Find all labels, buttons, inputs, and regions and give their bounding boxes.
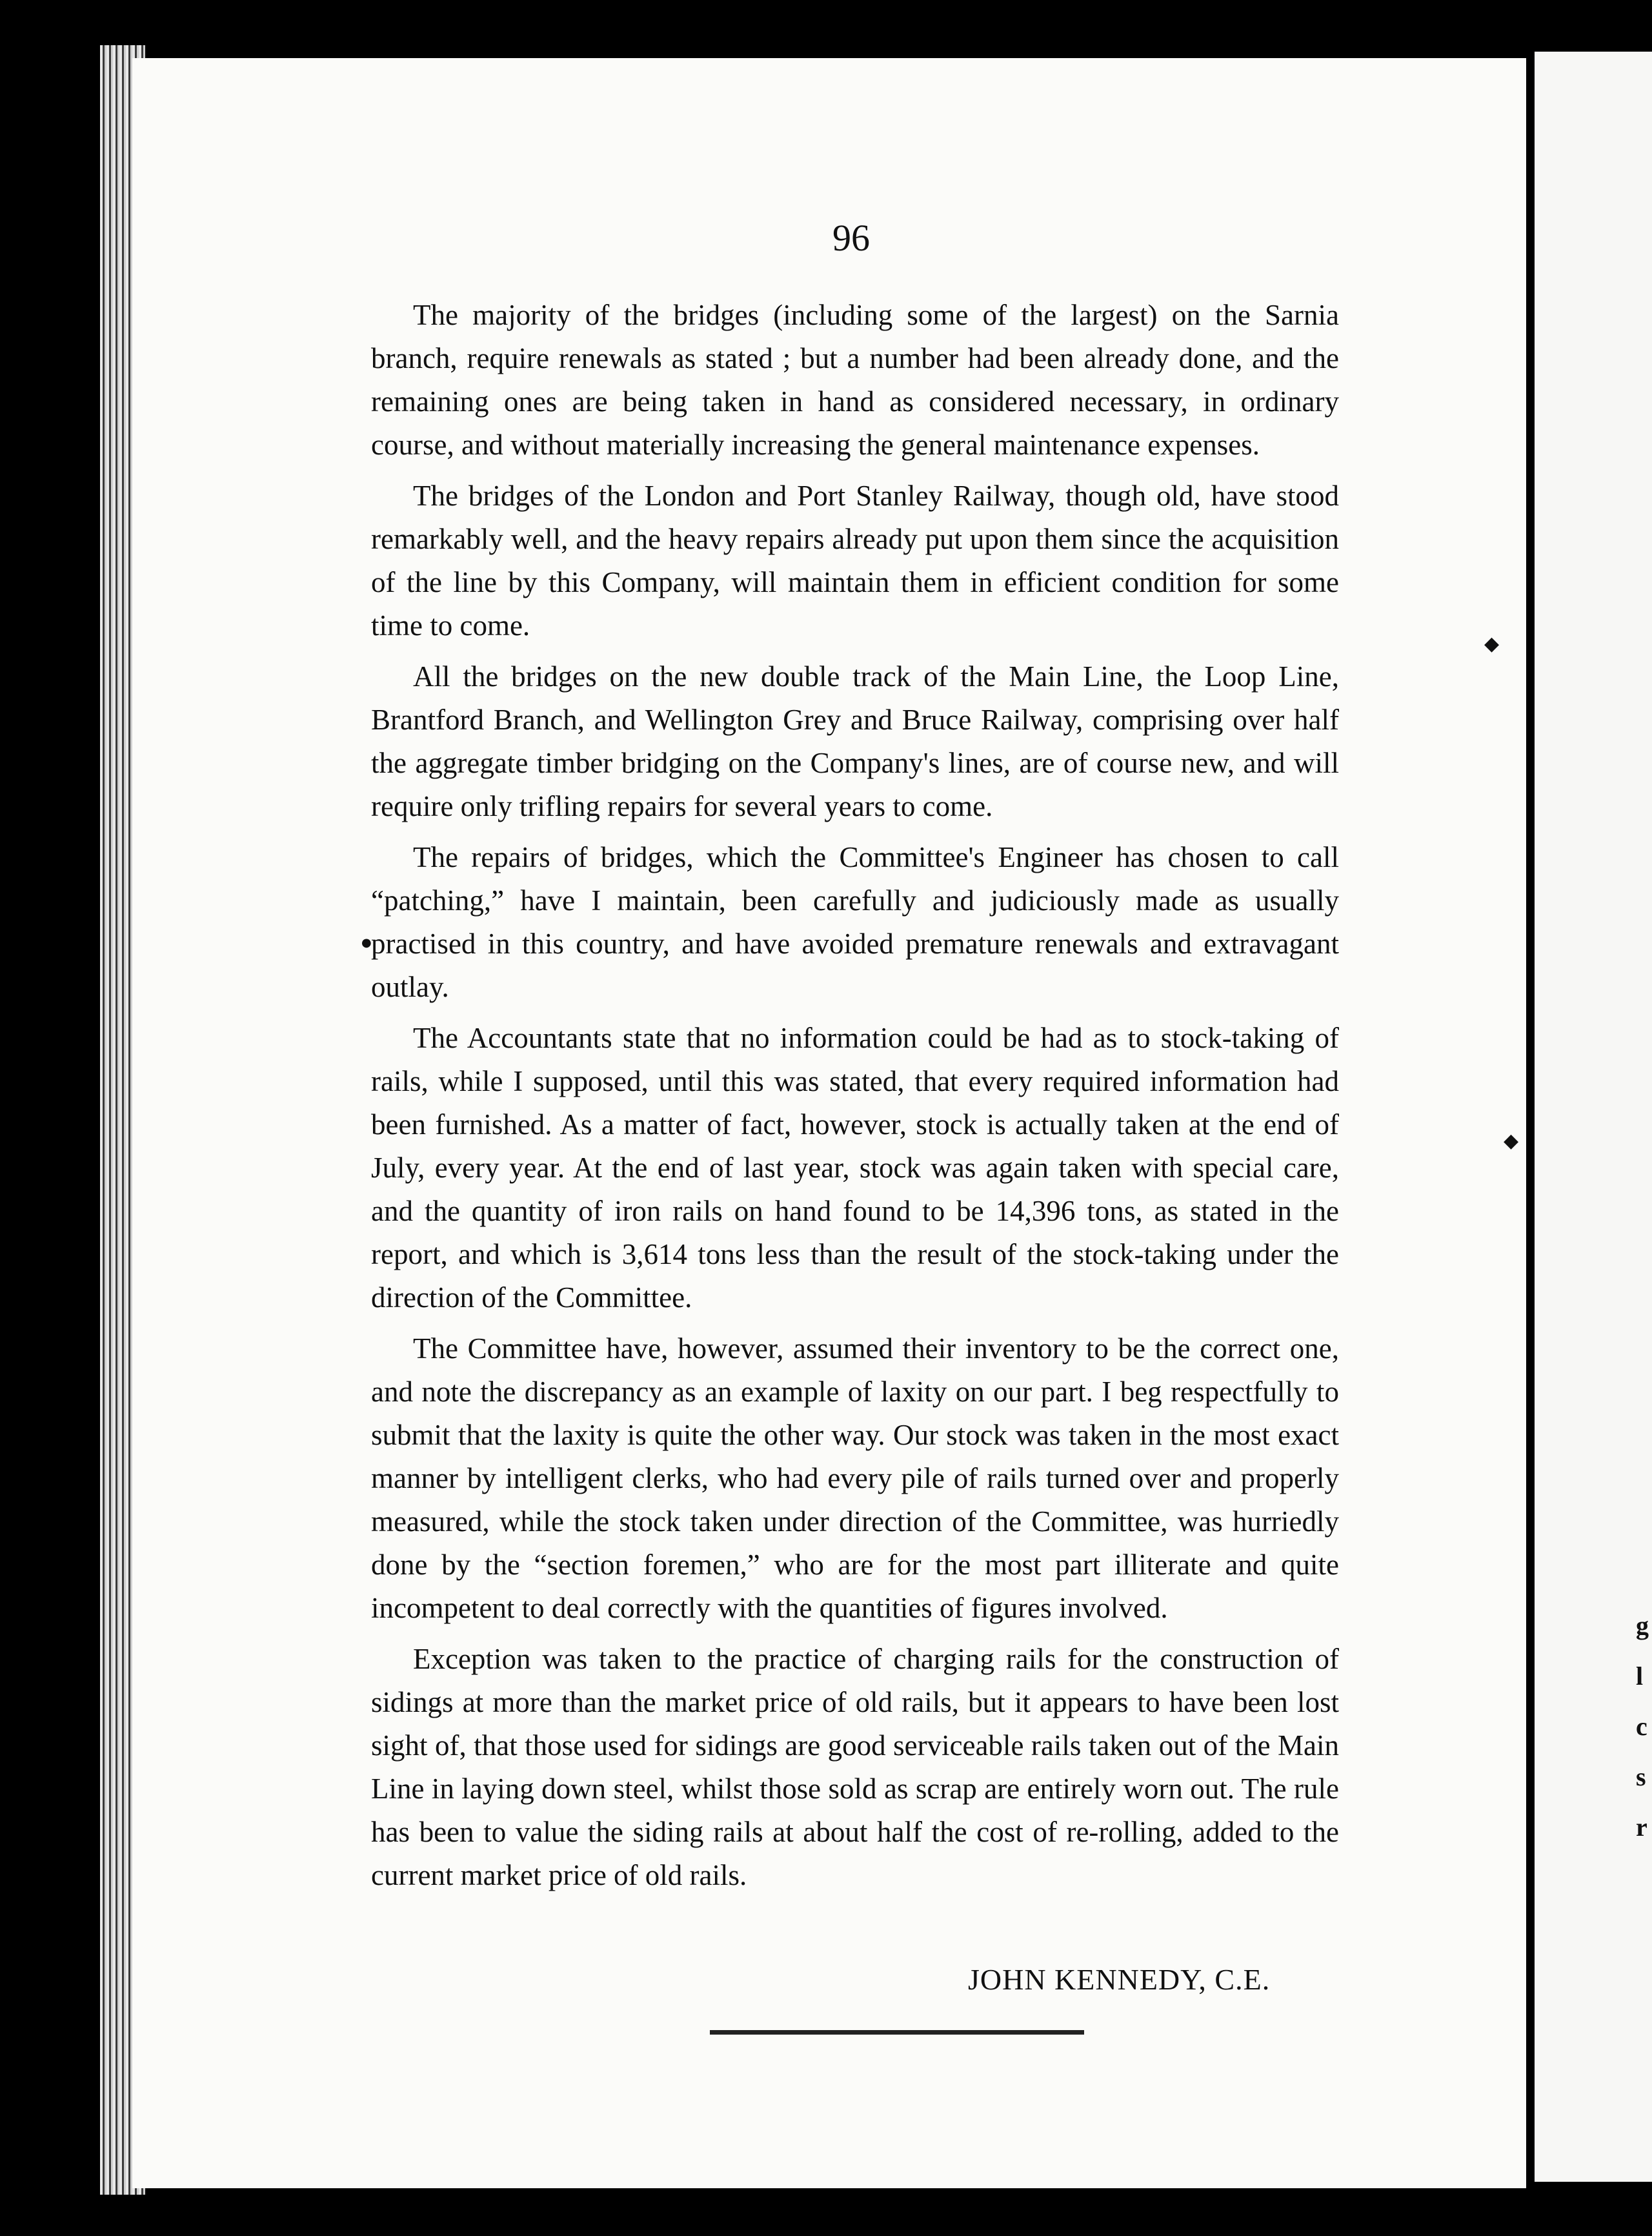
signature: JOHN KENNEDY, C.E.	[968, 1963, 1271, 1996]
facing-page-letters: g l c s r	[1636, 1611, 1649, 1842]
paragraph-5: The Accountants state that no information could be had as to stock-taking of rails, while I supposed, until this was stated, that every required information had been furnished. As a matter of fact, however, stock is actually taken at the end of July, every year. At the end of last year, stock was again taken with special care, and the quantity of iron rails on hand found to be 14,396 tons, as stated in the report, and which is 3,614 tons less than the result of the stock-taking under the direction of the Committee.	[371, 1022, 1339, 1314]
margin-mark-icon: ◆	[1484, 633, 1500, 655]
margin-dot-icon: ●	[361, 936, 372, 950]
paragraph-1: The majority of the bridges (including some of the largest) on the Sarnia branch, require renewals as stated ; but a number had been already done, and the remaining ones are being taken in hand as considered necessary, in ordinary course, and without materially increasing the general maintenance expenses.	[371, 299, 1339, 461]
facing-page-edge	[1535, 52, 1652, 2182]
closing-rule	[710, 2030, 1084, 2035]
paragraph-2: The bridges of the London and Port Stanley Railway, though old, have stood remarkably well, and the heavy repairs already put upon them since the acquisition of the line by this Company, will maintain them in efficient condition for some time to come.	[371, 480, 1339, 642]
paragraph-6: The Committee have, however, assumed their inventory to be the correct one, and note the discrepancy as an example of laxity on our part. I beg respectfully to submit that the laxity is quite the other way. Our stock was taken in the most exact manner by intelligent clerks, who had every pile of rails turned over and properly measured, while the stock taken under direction of the Committee, was hurriedly done by the “section foremen,” who are for the most part illiterate and quite incompetent to deal correctly with the quantities of figures involved.	[371, 1332, 1339, 1624]
paragraph-7: Exception was taken to the practice of charging rails for the construction of sidings at more than the market price of old rails, but it appears to have been lost sight of, that those used for sidings are good serviceable rails taken out of the Main Line in laying down steel, whilst those sold as scrap are entirely worn out. The rule has been to value the siding rails at about half the cost of re-rolling, added to the current market price of old rails.	[371, 1643, 1339, 1891]
page-number: 96	[832, 217, 870, 259]
paragraph-3: All the bridges on the new double track of the Main Line, the Loop Line, Brantford Branch, and Wellington Grey and Bruce Railway, comprising over half the aggregate timber bridging on the Company's lines, are of course new, and will require only trifling repairs for several years to come.	[371, 660, 1339, 822]
margin-mark-icon: ◆	[1504, 1130, 1519, 1152]
paragraph-4: The repairs of bridges, which the Committee's Engineer has chosen to call “patching,” have I maintain, been carefully and judiciously made as usually practised in this country, and have avoided premature renewals and extravagant outlay.	[371, 841, 1339, 1003]
body-text	[371, 294, 1339, 1905]
